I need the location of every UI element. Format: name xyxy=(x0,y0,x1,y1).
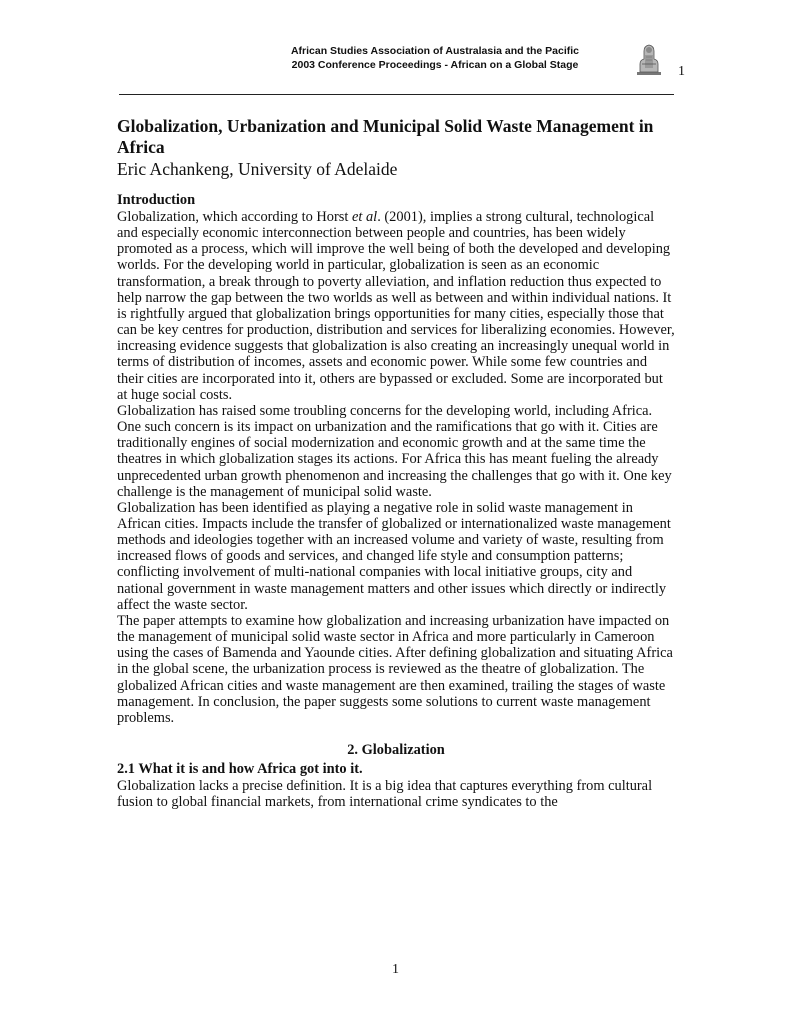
header-line-1: African Studies Association of Australasia and the Pacific xyxy=(290,45,580,57)
running-header xyxy=(255,44,615,72)
intro-p1-citation-italic: et al xyxy=(352,209,378,225)
section-2-heading: 2. Globalization xyxy=(347,742,445,758)
intro-paragraph-1 xyxy=(117,209,675,403)
intro-paragraph-2: Globalization has raised some troubling concerns for the developing world, including Africa. One such concern is its impact on urbanization and the ramifications that go with it. Cities are traditionally engines of social modernization and economic growth and at the same time the theatres in which globalization stages its actions. For Africa this has meant fueling the already unprecedented urban growth phenomenon and increasing the challenges that go with it. One key challenge is the management of municipal solid waste. xyxy=(117,402,672,500)
introduction-heading: Introduction xyxy=(117,192,196,208)
intro-paragraph-4: The paper attempts to examine how globalization and increasing urbanization have impacted on the management of municipal solid waste sector in Africa and more particularly in Cameroon using the cases of Bamenda and Yaounde cities. After defining globalization and situating Africa in the global scene, the urbanization process is reviewed as the theatre of globalization. The globalized African cities and waste management are then examined, trailing the stages of waste management. In conclusion, the paper suggests some solutions to current waste management problems. xyxy=(117,612,673,726)
header-rule xyxy=(119,94,674,95)
intro-paragraph-3: Globalization has been identified as playing a negative role in solid waste management in African cities. Impacts include the transfer of globalized or internationalized waste management methods and ideologies together with an increased volume and variety of waste, resulting from increased flows of goods and services, and changed life style and consumption patterns; conflicting involvement of multi-national companies with local initiative groups, city and national government in waste management matters and other issues which directly or indirectly affect the waste sector. xyxy=(117,499,671,613)
intro-p1-text-b: . (2001), implies a strong cultural, technological and especially economic interconnection between people and countries, has been widely promoted as a process, which will improve the well being of both the developed and developing worlds. For the developing world in particular, globalization is seen as an economic transformation, a break through to poverty alleviation, and inflation reduction thus expected to help narrow the gap between the two worlds as well as between and within individual nations. It is rightfully argued that globalization brings opportunities for many cities, especially those that can be key centres for production, distribution and services for liberalizing economies. However, increasing evidence suggests that globalization is also creating an increasingly unequal world in terms of distribution of incomes, assets and economic power. While some few countries and their cities are incorporated into it, others are bypassed or excluded. Some are incorporated but at huge social costs. xyxy=(117,209,675,403)
intro-p1-text-a: Globalization, which according to Horst xyxy=(117,209,352,225)
paper-author: Eric Achankeng, University of Adelaide xyxy=(117,159,398,179)
footer-page-number: 1 xyxy=(392,962,399,977)
header-line-2: 2003 Conference Proceedings - African on a Global Stage xyxy=(291,59,579,71)
paper-title: Globalization, Urbanization and Municipal Solid Waste Management in Africa xyxy=(117,116,654,157)
section-2-1-heading: 2.1 What it is and how Africa got into it. xyxy=(117,761,363,777)
paper-body xyxy=(117,116,675,810)
section-2-paragraph-1: Globalization lacks a precise definition. It is a big idea that captures everything from cultural fusion to global financial markets, from international crime syndicates to the xyxy=(117,778,653,811)
association-crest-icon xyxy=(636,42,662,76)
header-page-number: 1 xyxy=(678,64,685,79)
